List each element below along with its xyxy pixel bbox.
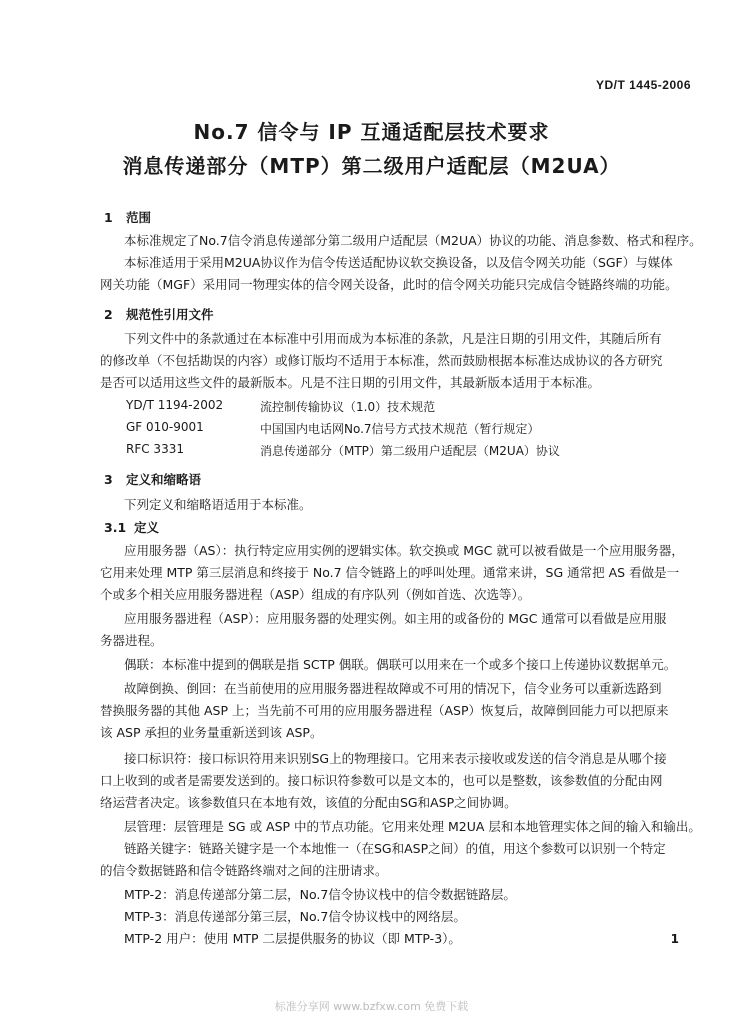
text-line: MTP-2：消息传递部分第二层，No.7信令协议栈中的信令数据链路层。 [124,887,516,902]
section-heading-scope [104,208,151,226]
definition-mtp3 [100,906,688,928]
paragraph-normative-1 [100,328,688,394]
reference-title: 消息传递部分（MTP）第二级用户适配层（M2UA）协议 [260,444,560,458]
text-line: MTP-2 用户：使用 MTP 二层提供服务的协议（即 MTP-3）。 [124,931,461,946]
definition-application-server [100,540,688,606]
text-line: 是否可以适用这些文件的最新版本。凡是不注日期的引用文件，其最新版本适用于本标准。 [100,375,601,390]
definition-mtp2 [100,884,688,906]
watermark-footer: 标准分享网 www.bzfxw.com 免费下载 [274,1000,469,1013]
reference-code: RFC 3331 [126,442,184,456]
definition-interface-identifier [100,748,688,814]
section-number: 1 [104,210,113,225]
reference-title: 中国国内电话网No.7信号方式技术规范（暂行规定） [260,422,540,436]
definition-application-server-process [100,608,688,652]
text-line: 偶联：本标准中提到的偶联是指 SCTP 偶联。偶联可以用来在一个或多个接口上传递协议数据单元。 [124,657,677,672]
text-line: 个或多个相关应用服务器进程（ASP）组成的有序队列（例如首选、次选等）。 [100,587,531,602]
text-line: 该 ASP 承担的业务量重新送到该 ASP。 [100,725,323,740]
text-line: 本标准适用于采用M2UA协议作为信令传送适配协议软交换设备，以及信令网关功能（SGF）与媒体 [124,255,673,270]
section-title: 定义 [134,520,160,535]
text-line: 务器进程。 [100,633,163,648]
paragraph-scope-1 [100,230,702,252]
text-line: 络运营者决定。该参数值只在本地有效，该值的分配由SG和ASP之间协调。 [100,795,517,810]
text-line: 口上收到的或者是需要发送到的。接口标识符参数可以是文本的，也可以是整数，该参数值的分配由网 [100,773,663,788]
paragraph-scope-2 [100,252,688,296]
text-line: 链路关键字：链路关键字是一个本地惟一（在SG和ASP之间）的值，用这个参数可以识别一个特定 [124,841,666,856]
definition-association [100,654,688,676]
text-line: 本标准规定了No.7信令消息传递部分第二级用户适配层（M2UA）协议的功能、消息参数、格式和程序。 [124,233,702,248]
text-line: 层管理：层管理是 SG 或 ASP 中的节点功能。它用来处理 M2UA 层和本地管理实体之间的输入和输出。 [124,819,701,834]
text-line: 应用服务器（AS）：执行特定应用实例的逻辑实体。软交换或 MGC 就可以被看做是一个应用服务器， [124,543,684,558]
text-line: 它用来处理 MTP 第三层消息和终接于 No.7 信令链路上的呼叫处理。通常来讲，SG 通常把 AS 看做是一 [100,565,680,580]
section-heading-normative-references [104,305,214,323]
definition-failover [100,678,688,744]
section-number: 3.1 [104,520,127,535]
reference-code: GF 010-9001 [126,420,204,434]
reference-code: YD/T 1194-2002 [126,398,224,412]
text-line: 的信令数据链路和信令链路终端对之间的注册请求。 [100,863,388,878]
definition-mtp2-user [100,928,688,950]
section-heading-definitions [104,470,201,488]
text-line: 故障倒换、倒回：在当前使用的应用服务器进程故障或不可用的情况下，信令业务可以重新选路到 [124,681,662,696]
paragraph-definitions-intro [100,494,688,516]
section-title: 范围 [126,210,152,225]
document-title-line-1: No.7 信令与 IP 互通适配层技术要求 [193,120,550,144]
page-number: 1 [670,932,679,946]
definition-link-key [100,838,688,882]
section-heading-definitions-3-1 [104,518,159,536]
text-line: MTP-3：消息传递部分第三层，No.7信令协议栈中的网络层。 [124,909,466,924]
text-line: 下列定义和缩略语适用于本标准。 [124,497,312,512]
section-number: 2 [104,307,113,322]
text-line: 接口标识符：接口标识符用来识别SG上的物理接口。它用来表示接收或发送的信令消息是从哪个接 [124,751,667,766]
section-title: 定义和缩略语 [126,472,202,487]
text-line: 下列文件中的条款通过在本标准中引用而成为本标准的条款，凡是注日期的引用文件，其随后所有 [124,331,662,346]
reference-title: 流控制传输协议（1.0）技术规范 [260,400,436,414]
section-number: 3 [104,472,113,487]
text-line: 网关功能（MGF）采用同一物理实体的信令网关设备，此时的信令网关功能只完成信令链路终端的功能。 [100,277,678,292]
text-line: 替换服务器的其他 ASP 上；当先前不可用的应用服务器进程（ASP）恢复后，故障倒回能力可以把原来 [100,703,669,718]
section-title: 规范性引用文件 [126,307,214,322]
document-title-line-2: 消息传递部分（MTP）第二级用户适配层（M2UA） [122,154,621,178]
standard-code: YD/T 1445-2006 [595,78,691,92]
definition-layer-management [100,816,701,838]
text-line: 应用服务器进程（ASP）：应用服务器的处理实例。如主用的或备份的 MGC 通常可以看做是应用服 [124,611,667,626]
text-line: 的修改单（不包括勘误的内容）或修订版均不适用于本标准，然而鼓励根据本标准达成协议的各方研究 [100,353,663,368]
